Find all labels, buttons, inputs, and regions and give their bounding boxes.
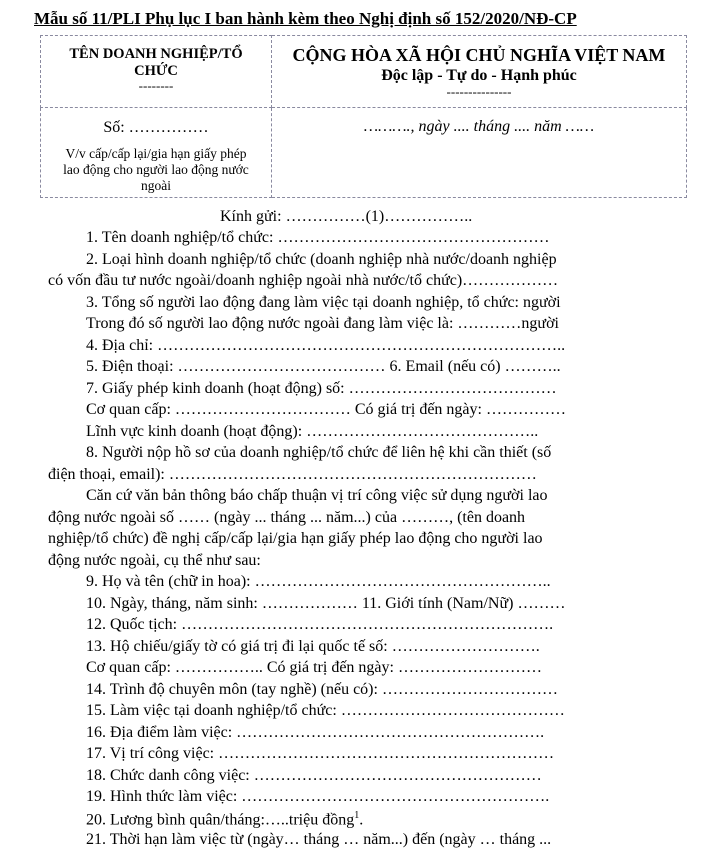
field-17: 17. Vị trí công việc: ……………………………………………………… (86, 745, 555, 762)
field-7-issuer: Cơ quan cấp: …………………………… Có giá trị đến ngày: …………… (86, 401, 566, 418)
basis-line-1: Căn cứ văn bản thông báo chấp thuận vị trí công việc sử dụng người lao (86, 487, 548, 504)
org-underline: -------- (138, 78, 174, 93)
basis-line-4: động nước ngoài, cụ thể như sau: (48, 552, 261, 569)
document-number: Số: …………… (103, 119, 209, 136)
field-7: 7. Giấy phép kinh doanh (hoạt động) số: ………………………………… (86, 380, 557, 397)
field-2-cont: có vốn đầu tư nước ngoài/doanh nghiệp ngoài nhà nước/tổ chức)……………… (48, 272, 559, 289)
field-18: 18. Chức danh công việc: ……………………………………………… (86, 767, 542, 784)
field-9: 9. Họ và tên (chữ in hoa): ……………………………………………….. (86, 573, 551, 590)
field-16: 16. Địa điểm làm việc: …………………………………………………. (86, 724, 545, 741)
national-motto: Độc lập - Tự do - Hạnh phúc (381, 67, 577, 84)
subject-summary: V/v cấp/cấp lại/gia hạn giấy phép lao động cho người lao động nước ngoài (63, 146, 249, 193)
field-13: 13. Hộ chiếu/giấy tờ có giá trị đi lại quốc tế số: ………………………. (86, 638, 540, 655)
field-20: 20. Lương bình quân/tháng:…..triệu đồng$^1$. (86, 810, 364, 829)
header-table (40, 35, 687, 198)
field-13-issuer: Cơ quan cấp: …………….. Có giá trị đến ngày: ……………………… (86, 659, 542, 676)
field-7-business: Lĩnh vực kinh doanh (hoạt động): …………………………………….. (86, 423, 539, 440)
motto-underline: --------------- (446, 84, 512, 99)
date-line: ………., ngày .... tháng .... năm …… (363, 118, 595, 135)
field-5-6: 5. Điện thoại: ………………………………… 6. Email (nếu có) ……….. (86, 358, 561, 375)
field-8-cont: điện thoại, email): …………………………………………………………… (48, 466, 537, 483)
field-2: 2. Loại hình doanh nghiệp/tổ chức (doanh nghiệp nhà nước/doanh nghiệp (86, 251, 557, 268)
field-15: 15. Làm việc tại doanh nghiệp/tổ chức: …………………………………… (86, 702, 565, 719)
field-19: 19. Hình thức làm việc: …………………………………………………. (86, 788, 550, 805)
field-21: 21. Thời hạn làm việc từ (ngày… tháng … năm...) đến (ngày … tháng ... (86, 831, 552, 848)
field-14: 14. Trình độ chuyên môn (tay nghề) (nếu có): …………………………… (86, 681, 558, 698)
field-12: 12. Quốc tịch: ……………………………………………………………. (86, 616, 554, 633)
org-name: TÊN DOANH NGHIỆP/TỔ CHỨC (69, 46, 243, 79)
form-title: Mẫu số 11/PLI Phụ lục I ban hành kèm theo Nghị định số 152/2020/NĐ-CP (34, 9, 577, 28)
basis-line-3: nghiệp/tổ chức) đề nghị cấp/cấp lại/gia hạn giấy phép lao động cho người lao (48, 530, 543, 547)
field-8: 8. Người nộp hồ sơ của doanh nghiệp/tổ chức để liên hệ khi cần thiết (số (86, 444, 552, 461)
field-1: 1. Tên doanh nghiệp/tổ chức: …………………………………………… (86, 229, 550, 246)
nation-name: CỘNG HÒA XÃ HỘI CHỦ NGHĨA VIỆT NAM (292, 45, 666, 65)
field-3: 3. Tổng số người lao động đang làm việc tại doanh nghiệp, tổ chức: người (86, 294, 561, 311)
footnote-mark: 1 (354, 810, 360, 821)
field-4: 4. Địa chỉ: ………………………………………………………………….. (86, 337, 566, 354)
basis-line-2: động nước ngoài số …… (ngày ... tháng ... năm...) của ………, (tên doanh (48, 509, 526, 526)
field-3-cont: Trong đó số người lao động nước ngoài đang làm việc là: …………người (86, 315, 559, 332)
field-10-11: 10. Ngày, tháng, năm sinh: ……………… 11. Giới tính (Nam/Nữ) ……… (86, 595, 566, 612)
recipient-line: Kính gửi: ……………(1)…………….. (220, 208, 473, 225)
